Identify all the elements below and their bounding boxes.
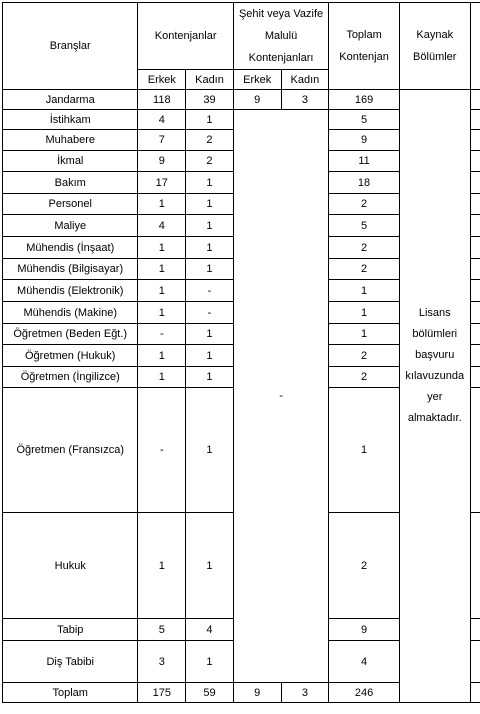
edge-cell [470, 280, 480, 302]
male-count: 1 [138, 367, 186, 388]
martyr-male-count: 9 [233, 90, 281, 110]
female-count: 1 [186, 324, 234, 345]
female-count: 2 [186, 151, 234, 172]
male-count: 1 [138, 237, 186, 259]
female-count: - [186, 280, 234, 302]
female-count: 1 [186, 237, 234, 259]
female-count: 1 [186, 641, 234, 683]
female-count: 1 [186, 215, 234, 237]
total-count: 18 [329, 172, 400, 194]
edge-cell [470, 237, 480, 259]
branch-name: Mühendis (İnşaat) [3, 237, 138, 259]
edge-cell [470, 513, 480, 619]
table-row [3, 90, 480, 110]
total-count: 2 [329, 259, 400, 280]
edge-cell [470, 110, 480, 130]
header-male: Erkek [138, 70, 186, 90]
branch-name: Mühendis (Elektronik) [3, 280, 138, 302]
header-martyr-male: Erkek [233, 70, 281, 90]
branch-name: Diş Tabibi [3, 641, 138, 683]
female-count: 1 [186, 172, 234, 194]
branch-name: İkmal [3, 151, 138, 172]
female-count: 2 [186, 130, 234, 151]
total-count: 5 [329, 215, 400, 237]
total-count: 11 [329, 151, 400, 172]
total-count: 2 [329, 237, 400, 259]
female-count: 1 [186, 194, 234, 215]
header-martyr-female: Kadın [281, 70, 329, 90]
total-count: 2 [329, 194, 400, 215]
branch-name: Mühendis (Makine) [3, 302, 138, 324]
total-count: 169 [329, 90, 400, 110]
male-count: - [138, 324, 186, 345]
martyr-quota-dash: - [233, 110, 328, 683]
male-count: 1 [138, 194, 186, 215]
total-count: 9 [329, 619, 400, 641]
female-count: - [186, 302, 234, 324]
header-source-departments: Kaynak Bölümler [399, 3, 470, 90]
male-count: 5 [138, 619, 186, 641]
edge-cell [470, 388, 480, 513]
female-count: 1 [186, 259, 234, 280]
edge-cell [470, 619, 480, 641]
source-departments-note: Lisans bölümleri başvuru kılavuzunda yer almaktadır. [399, 90, 470, 703]
header-total-quota: Toplam Kontenjan [329, 3, 400, 90]
quota-table [2, 2, 480, 703]
male-count: - [138, 388, 186, 513]
male-count: 1 [138, 345, 186, 367]
branch-name: Öğretmen (Fransızca) [3, 388, 138, 513]
branch-name: Öğretmen (İngilizce) [3, 367, 138, 388]
header-branch: Branşlar [3, 3, 138, 90]
edge-cell [470, 90, 480, 110]
edge-cell [470, 151, 480, 172]
total-male: 175 [138, 683, 186, 703]
branch-name: Maliye [3, 215, 138, 237]
edge-cell [470, 302, 480, 324]
branch-name: Tabip [3, 619, 138, 641]
male-count: 4 [138, 215, 186, 237]
branch-name: Bakım [3, 172, 138, 194]
male-count: 1 [138, 302, 186, 324]
total-count: 4 [329, 641, 400, 683]
total-count: 1 [329, 280, 400, 302]
male-count: 4 [138, 110, 186, 130]
male-count: 17 [138, 172, 186, 194]
edge-cell [470, 259, 480, 280]
female-count: 39 [186, 90, 234, 110]
total-count: 2 [329, 513, 400, 619]
edge-cell [470, 215, 480, 237]
branch-name: İstihkam [3, 110, 138, 130]
female-count: 4 [186, 619, 234, 641]
total-martyr-male: 9 [233, 683, 281, 703]
edge-cell [470, 324, 480, 345]
total-count: 2 [329, 345, 400, 367]
female-count: 1 [186, 110, 234, 130]
male-count: 7 [138, 130, 186, 151]
branch-name: Öğretmen (Beden Eğt.) [3, 324, 138, 345]
header-female: Kadın [186, 70, 234, 90]
total-martyr-female: 3 [281, 683, 329, 703]
male-count: 1 [138, 513, 186, 619]
branch-name: Öğretmen (Hukuk) [3, 345, 138, 367]
total-count: 9 [329, 130, 400, 151]
total-female: 59 [186, 683, 234, 703]
branch-name: Jandarma [3, 90, 138, 110]
header-martyr-quota: Şehit veya Vazife Malulü Kontenjanları [233, 3, 328, 70]
total-count: 1 [329, 388, 400, 513]
female-count: 1 [186, 388, 234, 513]
male-count: 1 [138, 280, 186, 302]
total-count: 1 [329, 302, 400, 324]
martyr-female-count: 3 [281, 90, 329, 110]
edge-cell [470, 345, 480, 367]
male-count: 1 [138, 259, 186, 280]
branch-name: Hukuk [3, 513, 138, 619]
edge-cell [470, 130, 480, 151]
edge-cell [470, 367, 480, 388]
branch-name: Mühendis (Bilgisayar) [3, 259, 138, 280]
grand-total: 246 [329, 683, 400, 703]
edge-cell [470, 641, 480, 683]
edge-cell [470, 194, 480, 215]
male-count: 9 [138, 151, 186, 172]
male-count: 3 [138, 641, 186, 683]
male-count: 118 [138, 90, 186, 110]
total-label: Toplam [3, 683, 138, 703]
branch-name: Muhabere [3, 130, 138, 151]
total-count: 2 [329, 367, 400, 388]
female-count: 1 [186, 345, 234, 367]
total-count: 5 [329, 110, 400, 130]
edge-cell [470, 683, 480, 703]
edge-cell [470, 3, 480, 90]
branch-name: Personel [3, 194, 138, 215]
header-quota: Kontenjanlar [138, 3, 233, 70]
female-count: 1 [186, 367, 234, 388]
edge-cell [470, 172, 480, 194]
total-count: 1 [329, 324, 400, 345]
female-count: 1 [186, 513, 234, 619]
